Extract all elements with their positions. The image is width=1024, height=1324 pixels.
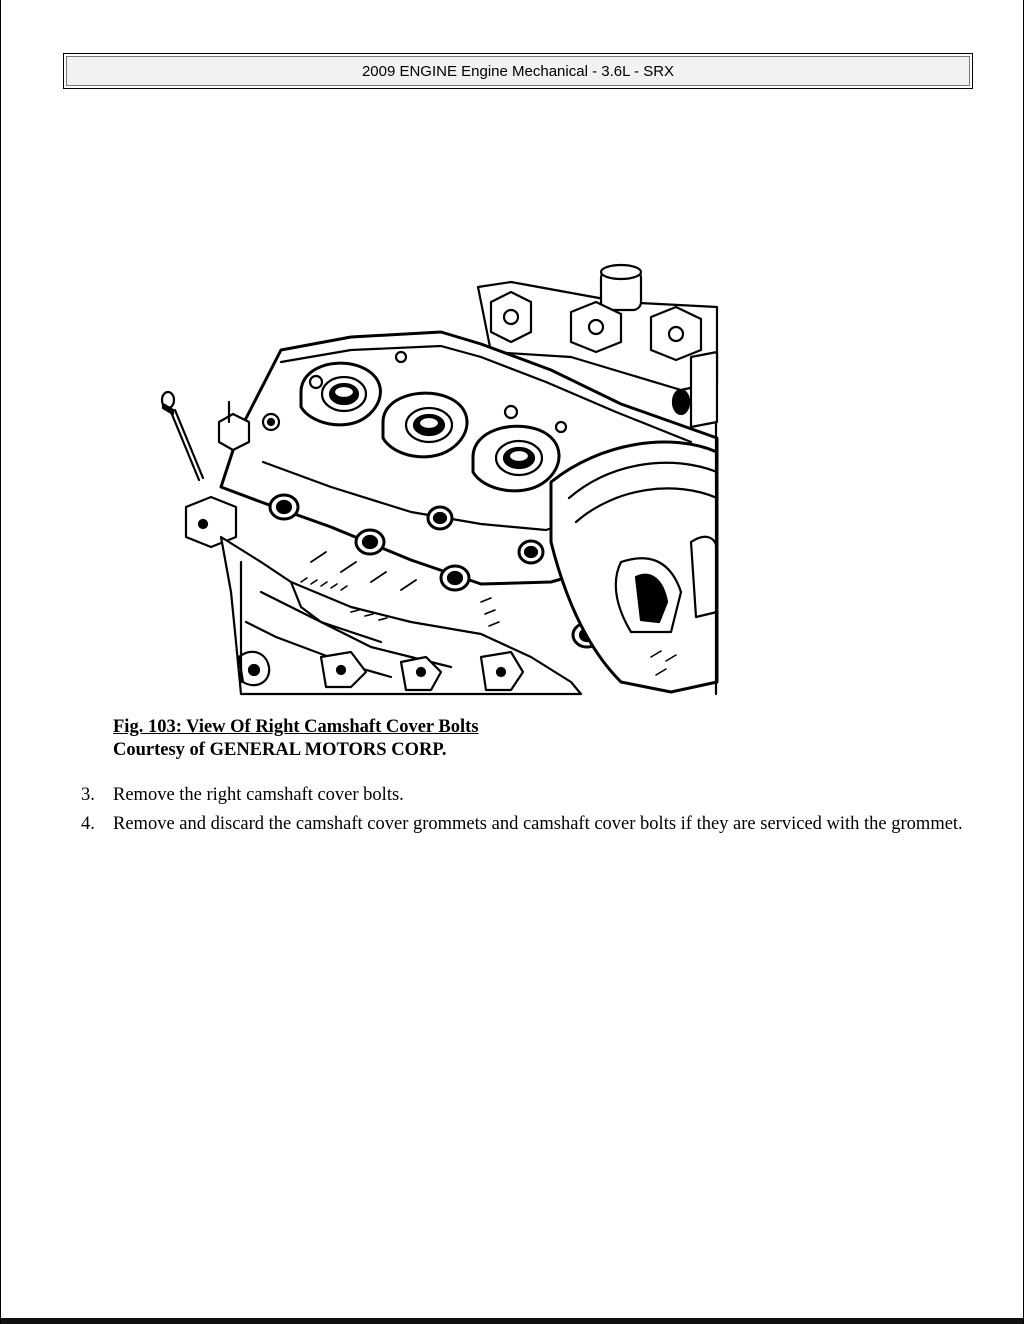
bolt-drawing xyxy=(162,392,203,480)
page-bottom-edge xyxy=(1,1318,1023,1324)
step-text: Remove and discard the camshaft cover grommets and camshaft cover bolts if they are serviced with the grommet. xyxy=(113,814,963,834)
engine-illustration xyxy=(151,262,721,697)
header-title: 2009 ENGINE Engine Mechanical - 3.6L - SRX xyxy=(66,56,970,86)
figure-caption-title: Fig. 103: View Of Right Camshaft Cover Bolts xyxy=(113,717,479,737)
figure-caption xyxy=(113,716,479,762)
step-number: 3. xyxy=(81,785,95,805)
step-text: Remove the right camshaft cover bolts. xyxy=(113,785,404,805)
procedure-step xyxy=(1,813,1024,835)
page-header xyxy=(63,53,973,89)
procedure-step xyxy=(1,784,1024,806)
procedure-steps xyxy=(1,784,1024,842)
step-number: 4. xyxy=(81,814,95,834)
figure-caption-credit: Courtesy of GENERAL MOTORS CORP. xyxy=(113,740,447,760)
